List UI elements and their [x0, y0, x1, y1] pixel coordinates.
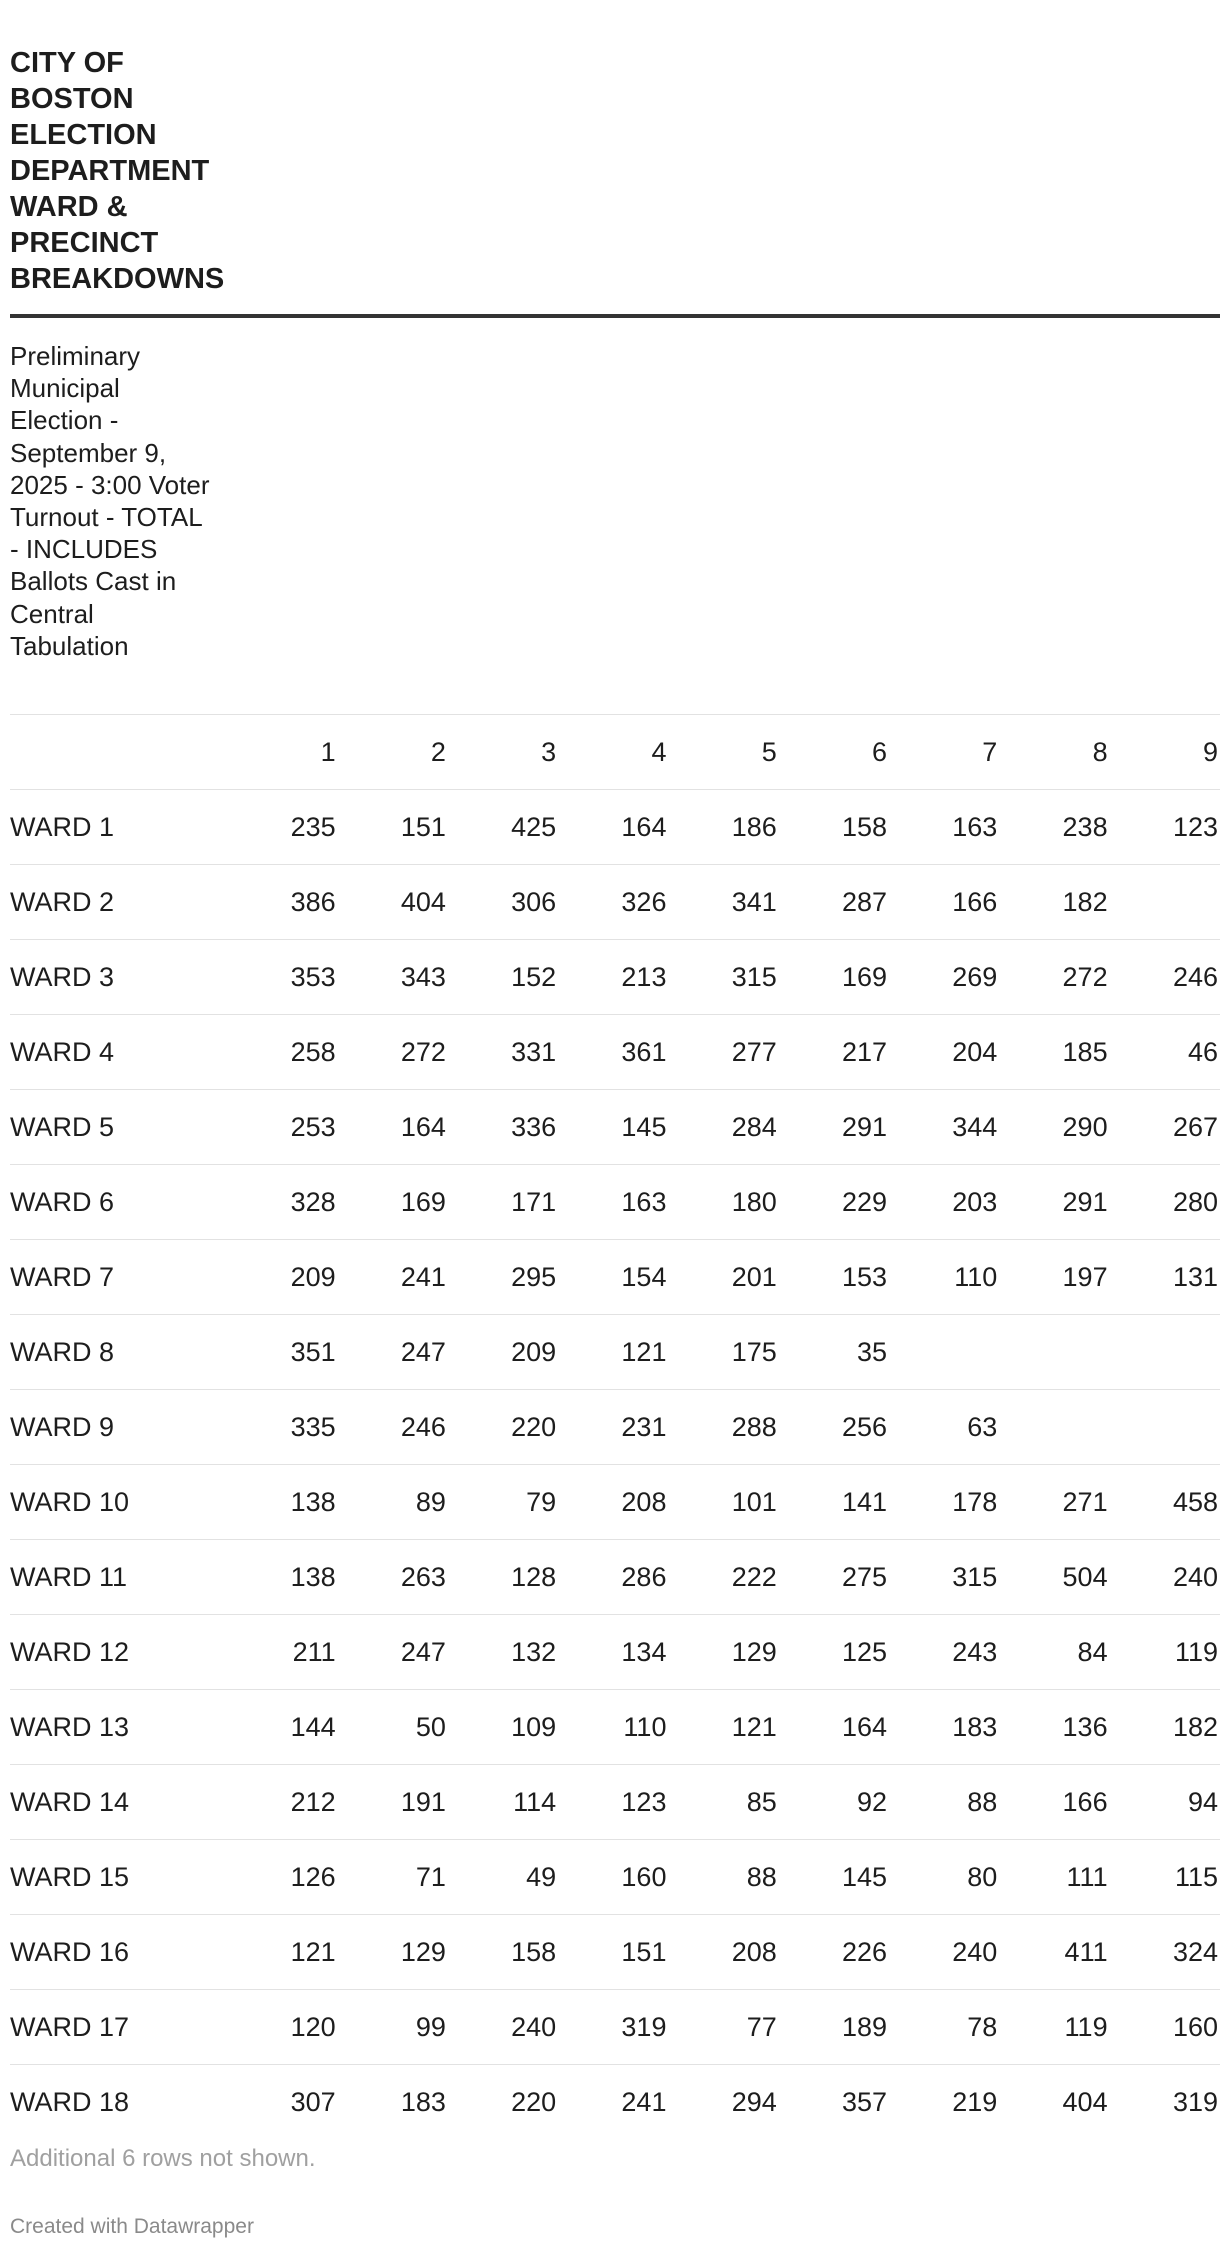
turnout-cell: 101	[668, 1465, 778, 1540]
turnout-cell: 258	[227, 1015, 337, 1090]
turnout-cell: 153	[779, 1240, 889, 1315]
turnout-cell: 331	[448, 1015, 558, 1090]
turnout-cell: 222	[668, 1540, 778, 1615]
table-row	[10, 1690, 1220, 1765]
turnout-cell: 197	[999, 1240, 1109, 1315]
turnout-cell: 186	[668, 790, 778, 865]
ward-label-cell: WARD 5	[10, 1090, 227, 1165]
turnout-cell: 343	[338, 940, 448, 1015]
turnout-cell: 163	[889, 790, 999, 865]
turnout-cell: 88	[889, 1765, 999, 1840]
turnout-cell: 211	[227, 1615, 337, 1690]
turnout-cell: 284	[668, 1090, 778, 1165]
turnout-cell: 208	[668, 1915, 778, 1990]
turnout-cell: 77	[668, 1990, 778, 2065]
turnout-cell: 272	[338, 1015, 448, 1090]
turnout-cell: 85	[668, 1765, 778, 1840]
table-row	[10, 1465, 1220, 1540]
turnout-cell: 183	[338, 2065, 448, 2115]
turnout-cell: 166	[999, 1765, 1109, 1840]
turnout-cell: 89	[338, 1465, 448, 1540]
ward-label-cell: WARD 11	[10, 1540, 227, 1615]
page-subtitle: Preliminary Municipal Election - September 9, 2025 - 3:00 Voter Turnout - TOTAL - INCLUDES Ballots Cast in Central Tabulation	[10, 341, 210, 661]
table-row	[10, 940, 1220, 1015]
turnout-cell: 35	[779, 1315, 889, 1390]
turnout-cell: 134	[558, 1615, 668, 1690]
turnout-cell: 92	[779, 1765, 889, 1840]
ward-label-cell: WARD 7	[10, 1240, 227, 1315]
table-body	[10, 790, 1220, 2115]
turnout-cell: 458	[1110, 1465, 1220, 1540]
table-row	[10, 1390, 1220, 1465]
turnout-cell: 88	[668, 1840, 778, 1915]
turnout-cell: 49	[448, 1840, 558, 1915]
turnout-cell: 121	[558, 1315, 668, 1390]
table-row	[10, 1240, 1220, 1315]
turnout-cell: 315	[889, 1540, 999, 1615]
turnout-cell: 324	[1110, 1915, 1220, 1990]
turnout-cell: 191	[338, 1765, 448, 1840]
ward-label-cell: WARD 8	[10, 1315, 227, 1390]
turnout-cell: 136	[999, 1690, 1109, 1765]
turnout-cell: 267	[1110, 1090, 1220, 1165]
turnout-cell: 219	[889, 2065, 999, 2115]
ward-label-cell: WARD 12	[10, 1615, 227, 1690]
turnout-cell	[1110, 1390, 1220, 1465]
turnout-cell: 246	[1110, 940, 1220, 1015]
column-header-precinct-2: 2	[338, 715, 448, 790]
turnout-cell: 189	[779, 1990, 889, 2065]
turnout-cell: 110	[889, 1240, 999, 1315]
ward-label-cell: WARD 10	[10, 1465, 227, 1540]
turnout-cell: 361	[558, 1015, 668, 1090]
turnout-cell: 169	[338, 1165, 448, 1240]
turnout-cell: 288	[668, 1390, 778, 1465]
turnout-cell: 151	[558, 1915, 668, 1990]
turnout-cell: 121	[227, 1915, 337, 1990]
turnout-cell: 291	[779, 1090, 889, 1165]
turnout-cell: 111	[999, 1840, 1109, 1915]
ward-label-cell: WARD 15	[10, 1840, 227, 1915]
turnout-cell: 166	[889, 865, 999, 940]
turnout-cell: 247	[338, 1615, 448, 1690]
rows-not-shown-note: Additional 6 rows not shown.	[10, 2145, 316, 2172]
ward-label-cell: WARD 4	[10, 1015, 227, 1090]
turnout-cell: 185	[999, 1015, 1109, 1090]
turnout-cell: 229	[779, 1165, 889, 1240]
turnout-cell: 123	[558, 1765, 668, 1840]
turnout-cell: 275	[779, 1540, 889, 1615]
turnout-cell: 63	[889, 1390, 999, 1465]
turnout-cell: 164	[338, 1090, 448, 1165]
turnout-cell: 307	[227, 2065, 337, 2115]
turnout-cell: 280	[1110, 1165, 1220, 1240]
turnout-cell: 158	[448, 1915, 558, 1990]
turnout-cell: 328	[227, 1165, 337, 1240]
title-divider	[10, 314, 1220, 318]
turnout-cell: 287	[779, 865, 889, 940]
ward-label-cell: WARD 18	[10, 2065, 227, 2115]
turnout-cell: 235	[227, 790, 337, 865]
table-header-row	[10, 715, 1220, 790]
turnout-cell: 115	[1110, 1840, 1220, 1915]
turnout-cell: 315	[668, 940, 778, 1015]
turnout-cell: 164	[558, 790, 668, 865]
table-row	[10, 1915, 1220, 1990]
datawrapper-table-page	[10, 0, 1220, 2242]
turnout-cell: 269	[889, 940, 999, 1015]
turnout-cell	[889, 1315, 999, 1390]
turnout-cell: 138	[227, 1465, 337, 1540]
table-row	[10, 1315, 1220, 1390]
turnout-cell: 141	[779, 1465, 889, 1540]
turnout-cell: 94	[1110, 1765, 1220, 1840]
turnout-cell: 151	[338, 790, 448, 865]
turnout-cell: 126	[227, 1840, 337, 1915]
turnout-cell: 240	[1110, 1540, 1220, 1615]
turnout-cell: 411	[999, 1915, 1109, 1990]
turnout-cell: 404	[999, 2065, 1109, 2115]
table-row	[10, 1165, 1220, 1240]
turnout-cell: 271	[999, 1465, 1109, 1540]
turnout-cell: 84	[999, 1615, 1109, 1690]
column-header-precinct-5: 5	[668, 715, 778, 790]
turnout-cell: 129	[668, 1615, 778, 1690]
turnout-cell: 212	[227, 1765, 337, 1840]
turnout-cell: 178	[889, 1465, 999, 1540]
ward-label-cell: WARD 13	[10, 1690, 227, 1765]
turnout-cell: 78	[889, 1990, 999, 2065]
turnout-cell	[1110, 865, 1220, 940]
column-header-precinct-6: 6	[779, 715, 889, 790]
turnout-cell: 272	[999, 940, 1109, 1015]
turnout-cell: 220	[448, 1390, 558, 1465]
turnout-cell: 171	[448, 1165, 558, 1240]
column-header-precinct-3: 3	[448, 715, 558, 790]
ward-label-cell: WARD 1	[10, 790, 227, 865]
ward-label-cell: WARD 3	[10, 940, 227, 1015]
turnout-cell: 203	[889, 1165, 999, 1240]
turnout-cell: 241	[338, 1240, 448, 1315]
turnout-cell: 247	[338, 1315, 448, 1390]
turnout-cell: 169	[779, 940, 889, 1015]
turnout-cell: 160	[558, 1840, 668, 1915]
turnout-cell: 145	[779, 1840, 889, 1915]
turnout-cell: 357	[779, 2065, 889, 2115]
column-header-precinct-9: 9	[1110, 715, 1220, 790]
turnout-cell: 182	[999, 865, 1109, 940]
turnout-cell: 263	[338, 1540, 448, 1615]
turnout-cell: 114	[448, 1765, 558, 1840]
turnout-cell: 110	[558, 1690, 668, 1765]
turnout-cell: 145	[558, 1090, 668, 1165]
turnout-cell: 121	[668, 1690, 778, 1765]
turnout-cell: 79	[448, 1465, 558, 1540]
turnout-cell: 209	[448, 1315, 558, 1390]
turnout-cell: 120	[227, 1990, 337, 2065]
turnout-cell: 504	[999, 1540, 1109, 1615]
turnout-cell	[1110, 1315, 1220, 1390]
turnout-cell: 290	[999, 1090, 1109, 1165]
turnout-cell: 182	[1110, 1690, 1220, 1765]
turnout-cell: 341	[668, 865, 778, 940]
turnout-cell: 238	[999, 790, 1109, 865]
turnout-cell: 109	[448, 1690, 558, 1765]
turnout-cell: 294	[668, 2065, 778, 2115]
turnout-cell	[999, 1315, 1109, 1390]
column-header-precinct-8: 8	[999, 715, 1109, 790]
table-row	[10, 1765, 1220, 1840]
table-row	[10, 790, 1220, 865]
turnout-cell: 386	[227, 865, 337, 940]
turnout-cell: 336	[448, 1090, 558, 1165]
turnout-cell: 295	[448, 1240, 558, 1315]
turnout-cell: 99	[338, 1990, 448, 2065]
turnout-cell: 129	[338, 1915, 448, 1990]
ward-label-cell: WARD 9	[10, 1390, 227, 1465]
turnout-cell: 119	[1110, 1615, 1220, 1690]
turnout-cell: 404	[338, 865, 448, 940]
turnout-cell: 158	[779, 790, 889, 865]
turnout-cell: 204	[889, 1015, 999, 1090]
turnout-cell: 291	[999, 1165, 1109, 1240]
turnout-cell: 71	[338, 1840, 448, 1915]
table-row	[10, 1840, 1220, 1915]
turnout-cell: 256	[779, 1390, 889, 1465]
turnout-cell: 160	[1110, 1990, 1220, 2065]
turnout-cell: 335	[227, 1390, 337, 1465]
page-title: CITY OF BOSTON ELECTION DEPARTMENT WARD & PRECINCT BREAKDOWNS	[10, 47, 225, 295]
ward-label-cell: WARD 17	[10, 1990, 227, 2065]
turnout-cell: 319	[558, 1990, 668, 2065]
column-header-ward	[10, 715, 227, 790]
turnout-cell: 46	[1110, 1015, 1220, 1090]
turnout-cell: 344	[889, 1090, 999, 1165]
turnout-cell: 226	[779, 1915, 889, 1990]
turnout-cell: 132	[448, 1615, 558, 1690]
turnout-cell: 241	[558, 2065, 668, 2115]
turnout-cell: 326	[558, 865, 668, 940]
turnout-cell: 119	[999, 1990, 1109, 2065]
turnout-cell: 180	[668, 1165, 778, 1240]
turnout-cell: 183	[889, 1690, 999, 1765]
turnout-cell: 220	[448, 2065, 558, 2115]
turnout-cell: 240	[448, 1990, 558, 2065]
table-row	[10, 865, 1220, 940]
table-row	[10, 1015, 1220, 1090]
turnout-cell: 351	[227, 1315, 337, 1390]
turnout-cell: 246	[338, 1390, 448, 1465]
turnout-cell: 208	[558, 1465, 668, 1540]
turnout-cell: 425	[448, 790, 558, 865]
turnout-cell: 217	[779, 1015, 889, 1090]
turnout-cell: 152	[448, 940, 558, 1015]
turnout-cell: 80	[889, 1840, 999, 1915]
ward-label-cell: WARD 14	[10, 1765, 227, 1840]
turnout-cell: 154	[558, 1240, 668, 1315]
ward-label-cell: WARD 2	[10, 865, 227, 940]
table-row	[10, 1615, 1220, 1690]
column-header-precinct-1: 1	[227, 715, 337, 790]
results-table-container[interactable]	[10, 714, 1220, 2114]
turnout-cell: 213	[558, 940, 668, 1015]
turnout-cell: 131	[1110, 1240, 1220, 1315]
turnout-cell: 286	[558, 1540, 668, 1615]
table-row	[10, 1540, 1220, 1615]
turnout-cell: 128	[448, 1540, 558, 1615]
turnout-cell: 240	[889, 1915, 999, 1990]
turnout-cell: 243	[889, 1615, 999, 1690]
ward-label-cell: WARD 6	[10, 1165, 227, 1240]
turnout-cell: 209	[227, 1240, 337, 1315]
turnout-cell: 144	[227, 1690, 337, 1765]
turnout-cell	[999, 1390, 1109, 1465]
table-row	[10, 1990, 1220, 2065]
turnout-cell: 253	[227, 1090, 337, 1165]
turnout-cell: 163	[558, 1165, 668, 1240]
results-table	[10, 714, 1220, 2114]
datawrapper-credit: Created with Datawrapper	[10, 2215, 254, 2238]
ward-label-cell: WARD 16	[10, 1915, 227, 1990]
turnout-cell: 353	[227, 940, 337, 1015]
turnout-cell: 306	[448, 865, 558, 940]
turnout-cell: 277	[668, 1015, 778, 1090]
turnout-cell: 123	[1110, 790, 1220, 865]
turnout-cell: 138	[227, 1540, 337, 1615]
turnout-cell: 201	[668, 1240, 778, 1315]
turnout-cell: 231	[558, 1390, 668, 1465]
turnout-cell: 164	[779, 1690, 889, 1765]
turnout-cell: 50	[338, 1690, 448, 1765]
table-row	[10, 2065, 1220, 2115]
turnout-cell: 319	[1110, 2065, 1220, 2115]
column-header-precinct-4: 4	[558, 715, 668, 790]
column-header-precinct-7: 7	[889, 715, 999, 790]
table-header	[10, 715, 1220, 790]
table-row	[10, 1090, 1220, 1165]
turnout-cell: 175	[668, 1315, 778, 1390]
turnout-cell: 125	[779, 1615, 889, 1690]
